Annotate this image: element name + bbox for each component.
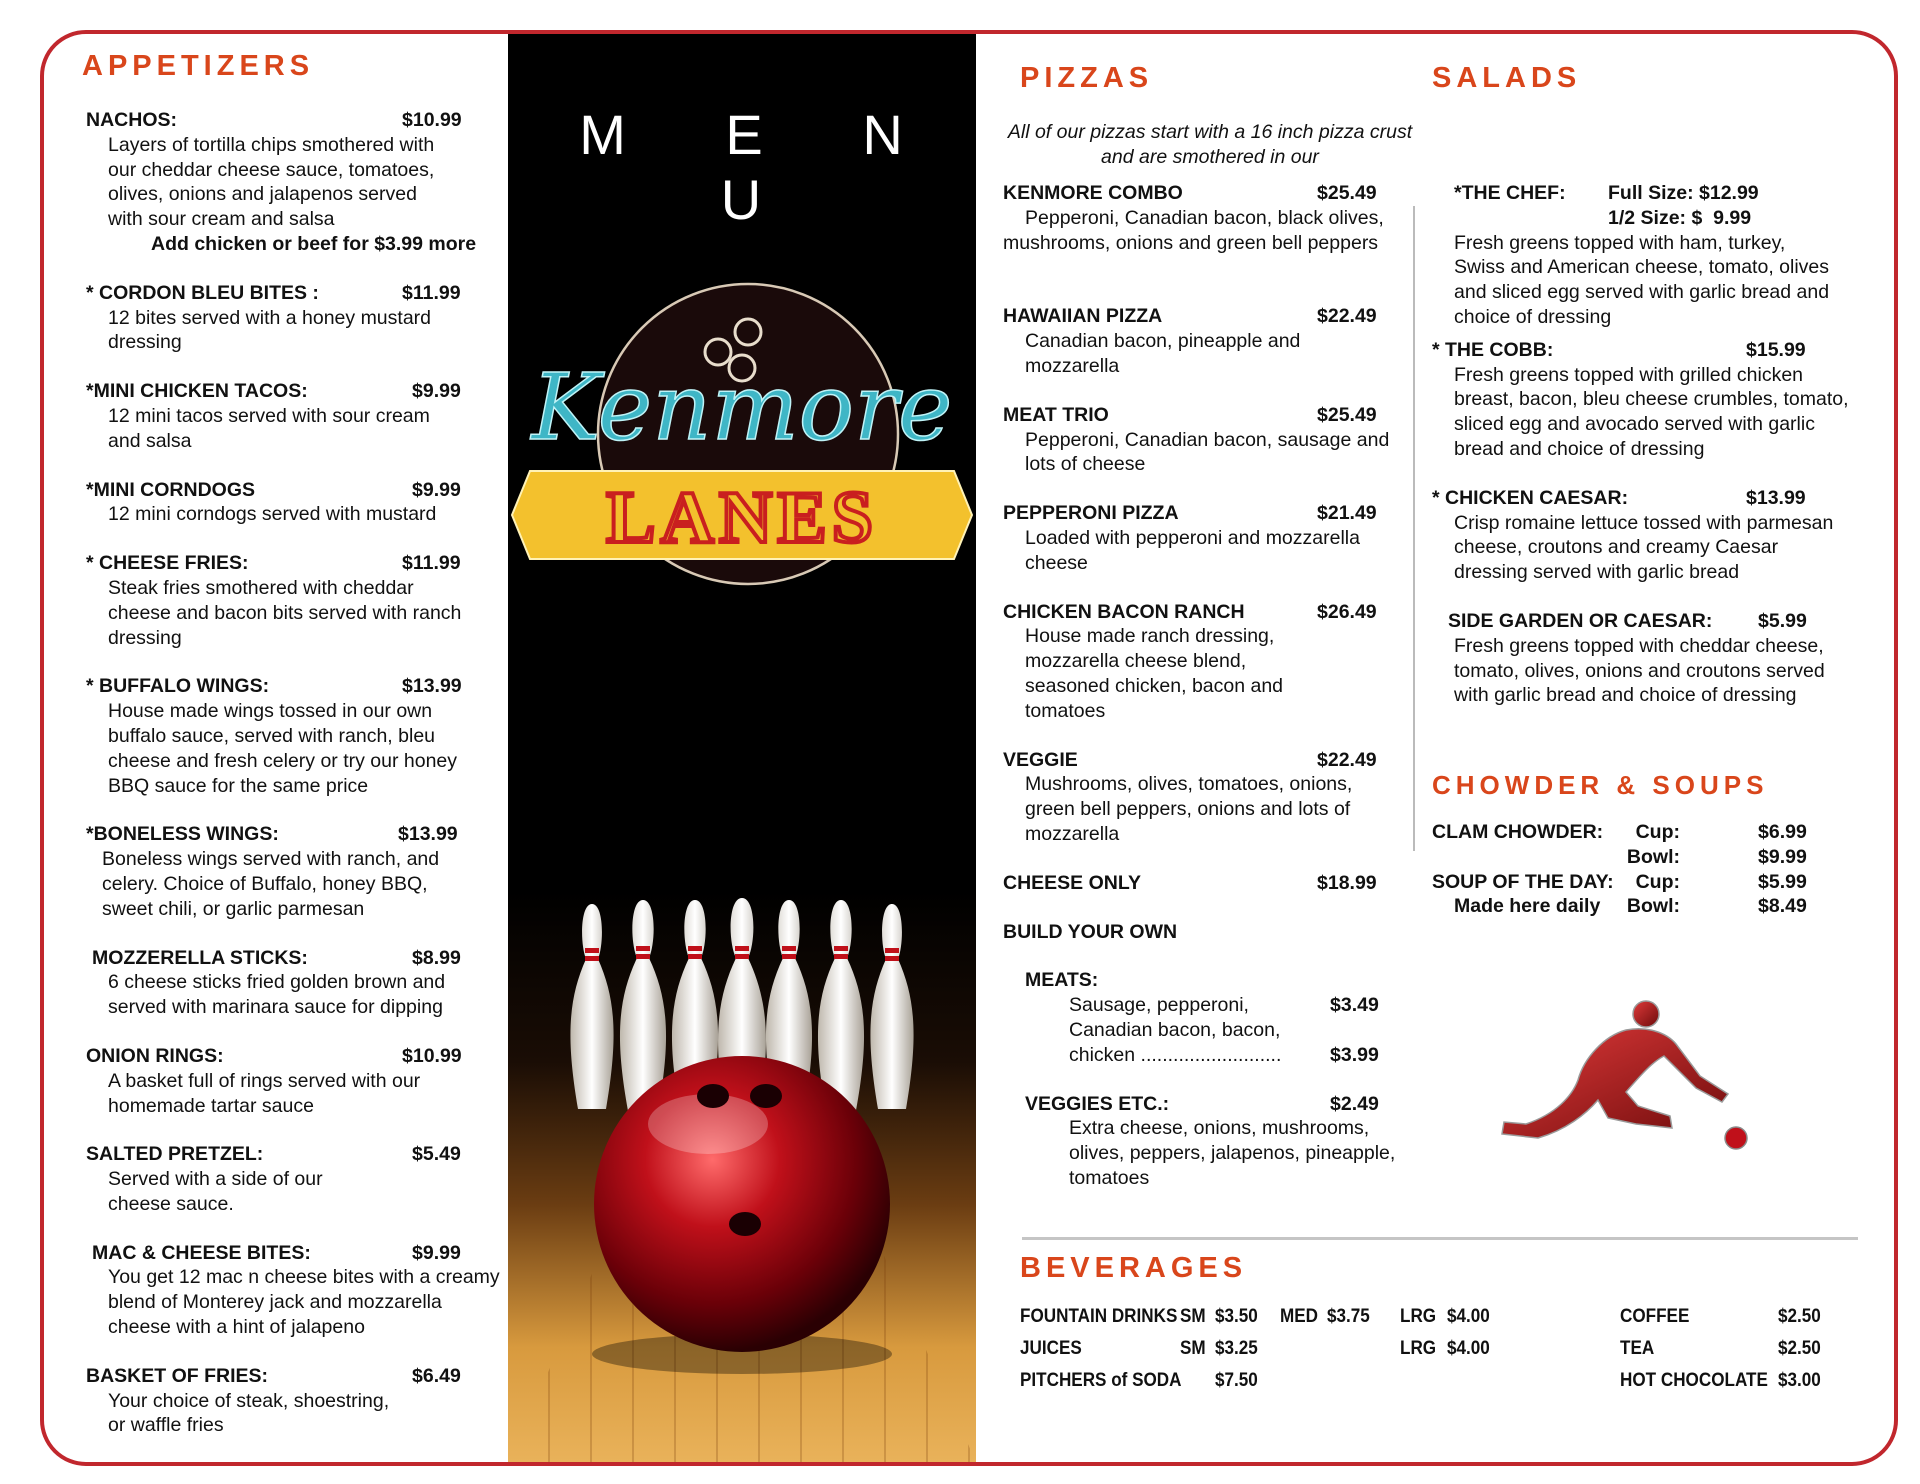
item-name: PEPPERONI PIZZA xyxy=(1003,502,1179,525)
item-name: CHICKEN BACON RANCH xyxy=(1003,600,1245,623)
build-your-own xyxy=(1003,920,1413,945)
item-desc: Your choice of steak, shoestring, or waffle fries xyxy=(108,1389,390,1437)
item-price: $9.99 xyxy=(412,478,461,501)
item-price: $5.49 xyxy=(412,1143,461,1166)
item-note: Add chicken or beef for $3.99 more xyxy=(151,232,477,255)
item-desc: Crisp romaine lettuce tossed with parmesan cheese, croutons and creamy Caesar dressing served with garlic bread xyxy=(1454,511,1834,584)
item-price: $21.49 xyxy=(1317,502,1377,525)
small-ball-icon xyxy=(1725,1127,1747,1149)
item-desc: 12 bites served with a honey mustard dressing xyxy=(108,306,432,354)
logo-and-bowling-art xyxy=(508,34,976,1462)
fountain-sm-price: $3.50 xyxy=(1215,1306,1258,1327)
item-name: SALTED PRETZEL: xyxy=(86,1143,264,1166)
cup-price: $6.99 xyxy=(1758,821,1807,843)
item-price: $10.99 xyxy=(402,1044,462,1067)
tea-label: TEA xyxy=(1620,1338,1655,1359)
build-title: BUILD YOUR OWN xyxy=(1003,920,1178,943)
meats-desc: Sausage, pepperoni, Canadian bacon, bacon, chicken .......................... xyxy=(1069,994,1282,1066)
bowl-price: $8.49 xyxy=(1758,895,1807,918)
menu-item xyxy=(86,1241,506,1340)
menu-item xyxy=(1432,486,1862,585)
logo-script-text: Kenmore xyxy=(531,354,953,461)
item-name: NACHOS: xyxy=(86,109,177,131)
item-price: $22.49 xyxy=(1317,748,1377,771)
item-price: $9.99 xyxy=(412,380,461,403)
menu-item xyxy=(86,551,506,650)
meats-price-2: $3.99 xyxy=(1330,1043,1379,1066)
item-name: MEAT TRIO xyxy=(1003,403,1109,426)
item-price: $11.99 xyxy=(402,281,461,304)
item-name: * BUFFALO WINGS: xyxy=(86,675,270,698)
soups-list xyxy=(1432,820,1832,919)
bowl-label: Bowl: xyxy=(1626,845,1680,868)
item-price: $22.49 xyxy=(1317,305,1377,328)
bowler-silhouette-icon xyxy=(1486,996,1766,1166)
cup-price: $5.99 xyxy=(1758,870,1807,893)
cup-label: Cup: xyxy=(1635,870,1680,893)
item-price-half: 1/2 Size: $ 9.99 xyxy=(1608,206,1752,229)
menu-item xyxy=(86,478,506,528)
juices-sm-label: SM xyxy=(1180,1338,1206,1359)
hot-chocolate-price: $3.00 xyxy=(1778,1370,1821,1391)
item-price: $25.49 xyxy=(1317,403,1377,426)
menu-item xyxy=(86,1364,506,1438)
item-price: $6.49 xyxy=(412,1364,461,1387)
item-desc: 12 mini corndogs served with mustard xyxy=(108,503,437,526)
veggies-option xyxy=(1003,1092,1413,1191)
coffee-price: $2.50 xyxy=(1778,1306,1821,1327)
appetizers-title: APPETIZERS xyxy=(82,50,315,82)
item-price: $9.99 xyxy=(412,1241,461,1264)
item-desc: Pepperoni, Canadian bacon, sausage and lots of cheese xyxy=(1025,428,1390,476)
bowl-price: $9.99 xyxy=(1758,845,1807,868)
menu-item xyxy=(86,108,506,257)
menu-item xyxy=(86,674,506,798)
menu-item xyxy=(86,379,506,453)
hot-chocolate-label: HOT CHOCOLATE xyxy=(1620,1370,1768,1391)
item-price: $13.99 xyxy=(1746,486,1806,509)
item-price: $25.49 xyxy=(1317,182,1377,204)
item-price: $26.49 xyxy=(1317,600,1377,623)
tea-price: $2.50 xyxy=(1778,1338,1821,1359)
soup-of-day-row xyxy=(1432,870,1832,920)
juices-label: JUICES xyxy=(1020,1338,1082,1359)
veggies-desc: Extra cheese, onions, mushrooms, olives, peppers, jalapenos, pineapple, tomatoes xyxy=(1069,1117,1396,1189)
fountain-drinks-label: FOUNTAIN DRINKS xyxy=(1020,1306,1178,1327)
item-name: MAC & CHEESE BITES: xyxy=(92,1241,311,1264)
pizzas-title: PIZZAS xyxy=(1020,62,1154,94)
appetizers-list xyxy=(86,108,506,1438)
item-name: *MINI CORNDOGS xyxy=(86,478,256,501)
item-note: Made here daily xyxy=(1454,895,1601,918)
item-desc: Boneless wings served with ranch, and celery. Choice of Buffalo, honey BBQ, sweet chili, or garlic parmesan xyxy=(102,848,440,920)
menu-item xyxy=(86,281,506,355)
item-name: *THE CHEF: xyxy=(1454,182,1566,204)
fountain-lrg-label: LRG xyxy=(1400,1306,1437,1327)
clam-chowder-row xyxy=(1432,820,1832,870)
coffee-label: COFFEE xyxy=(1620,1306,1690,1327)
beverages-divider xyxy=(1022,1237,1858,1240)
menu-item xyxy=(86,1142,506,1216)
fountain-lrg-price: $4.00 xyxy=(1447,1306,1490,1327)
fountain-med-price: $3.75 xyxy=(1327,1306,1370,1327)
menu-item xyxy=(1003,600,1413,724)
menu-item xyxy=(1003,181,1413,255)
item-desc: Canadian bacon, pineapple and mozzarella xyxy=(1025,330,1301,377)
bowling-ball-icon xyxy=(592,1056,892,1374)
menu-item xyxy=(1003,403,1413,477)
beverages-title: BEVERAGES xyxy=(1020,1252,1248,1284)
item-desc: 12 mini tacos served with sour cream and salsa xyxy=(108,404,430,452)
item-name: HAWAIIAN PIZZA xyxy=(1003,305,1163,328)
menu-item xyxy=(1432,338,1862,462)
menu-item xyxy=(86,946,506,1020)
item-name: *MINI CHICKEN TACOS: xyxy=(86,380,308,403)
item-price-full: Full Size: $12.99 xyxy=(1608,182,1759,204)
item-name: CLAM CHOWDER: xyxy=(1432,821,1604,843)
pizzas-intro: All of our pizzas start with a 16 inch pizza crust and are smothered in our xyxy=(1007,121,1413,168)
item-desc: House made wings tossed in our own buffalo sauce, served with ranch, bleu cheese and fresh celery or try our honey BBQ sauce for the same price xyxy=(108,700,458,797)
salads-list xyxy=(1432,181,1862,708)
item-name: VEGGIE xyxy=(1003,748,1078,771)
item-name: *BONELESS WINGS: xyxy=(86,823,279,846)
menu-item xyxy=(86,1044,506,1118)
item-name: KENMORE COMBO xyxy=(1003,182,1183,204)
menu-item xyxy=(1003,748,1413,847)
item-name: * THE COBB: xyxy=(1432,338,1554,361)
juices-lrg-label: LRG xyxy=(1400,1338,1437,1359)
item-desc: Pepperoni, Canadian bacon, black olives, mushrooms, onions and green bell peppers xyxy=(1003,206,1384,254)
item-price: $8.99 xyxy=(412,946,461,969)
meats-price-1: $3.49 xyxy=(1330,994,1379,1017)
pizza-list xyxy=(1003,181,1413,1191)
logo-banner-text: LANES xyxy=(606,477,878,559)
menu-item xyxy=(1432,181,1862,330)
center-image-panel xyxy=(508,34,976,1462)
item-desc: Layers of tortilla chips smothered with our cheddar cheese sauce, tomatoes, olives, onions and jalapenos served with sour cream and salsa xyxy=(108,133,435,231)
fountain-med-label: MED xyxy=(1280,1306,1319,1327)
menu-item xyxy=(1432,609,1862,708)
item-price: $11.99 xyxy=(402,552,461,575)
bowl-label: Bowl: xyxy=(1626,895,1680,918)
menu-item xyxy=(1003,501,1413,575)
item-desc: Served with a side of our cheese sauce. xyxy=(108,1168,323,1215)
juices-sm-price: $3.25 xyxy=(1215,1338,1258,1359)
pitchers-price: $7.50 xyxy=(1215,1370,1258,1391)
item-name: SIDE GARDEN OR CAESAR: xyxy=(1448,609,1713,632)
item-desc: Loaded with pepperoni and mozzarella cheese xyxy=(1025,526,1360,574)
juices-lrg-price: $4.00 xyxy=(1447,1338,1490,1359)
item-desc: A basket full of rings served with our homemade tartar sauce xyxy=(108,1069,421,1117)
item-name: * CORDON BLEU BITES : xyxy=(86,281,319,304)
meats-option xyxy=(1003,968,1413,1067)
item-name: * CHEESE FRIES: xyxy=(86,552,249,575)
item-price: $5.99 xyxy=(1758,609,1807,632)
item-desc: 6 cheese sticks fried golden brown and served with marinara sauce for dipping xyxy=(108,971,446,1019)
item-desc: Steak fries smothered with cheddar cheese and bacon bits served with ranch dressing xyxy=(108,576,462,649)
item-name: MOZZERELLA STICKS: xyxy=(92,946,308,969)
item-price: $13.99 xyxy=(402,675,462,698)
veggies-label: VEGGIES ETC.: xyxy=(1025,1092,1170,1115)
item-desc: Mushrooms, olives, tomatoes, onions, green bell peppers, onions and lots of mozzarella xyxy=(1025,773,1353,845)
item-name: ONION RINGS: xyxy=(86,1044,224,1067)
item-price: $18.99 xyxy=(1317,871,1377,894)
soups-title: CHOWDER & SOUPS xyxy=(1432,770,1769,800)
item-name: SOUP OF THE DAY: xyxy=(1432,870,1614,893)
veggies-price: $2.49 xyxy=(1330,1092,1379,1115)
cup-label: Cup: xyxy=(1635,821,1680,843)
item-name: * CHICKEN CAESAR: xyxy=(1432,486,1629,509)
menu-item xyxy=(1003,871,1413,896)
menu-heading: M E N U xyxy=(579,103,945,231)
item-desc: Fresh greens topped with cheddar cheese, tomato, olives, onions and croutons served with garlic bread and choice of dressing xyxy=(1454,634,1825,707)
meats-label: MEATS: xyxy=(1025,969,1099,992)
item-desc: House made ranch dressing, mozzarella cheese blend, seasoned chicken, bacon and tomatoes xyxy=(1025,625,1284,722)
item-desc: Fresh greens topped with grilled chicken breast, bacon, bleu cheese crumbles, tomato, sliced egg and avocado served with garlic bread and choice of dressing xyxy=(1454,363,1849,460)
item-price: $15.99 xyxy=(1746,338,1806,361)
menu-item xyxy=(86,822,506,921)
item-price: $13.99 xyxy=(398,823,458,846)
item-name: BASKET OF FRIES: xyxy=(86,1364,269,1387)
item-price: $10.99 xyxy=(402,109,462,131)
fountain-sm-label: SM xyxy=(1180,1306,1206,1327)
salads-title: SALADS xyxy=(1432,62,1582,94)
item-desc: Fresh greens topped with ham, turkey, Swiss and American cheese, tomato, olives and sliced egg served with garlic bread and choice of dressing xyxy=(1454,231,1830,328)
item-desc: You get 12 mac n cheese bites with a creamy blend of Monterey jack and mozzarella cheese with a hint of jalapeno xyxy=(108,1266,500,1339)
item-name: CHEESE ONLY xyxy=(1003,871,1141,894)
pitchers-label: PITCHERS of SODA xyxy=(1020,1370,1182,1391)
menu-item xyxy=(1003,304,1413,378)
